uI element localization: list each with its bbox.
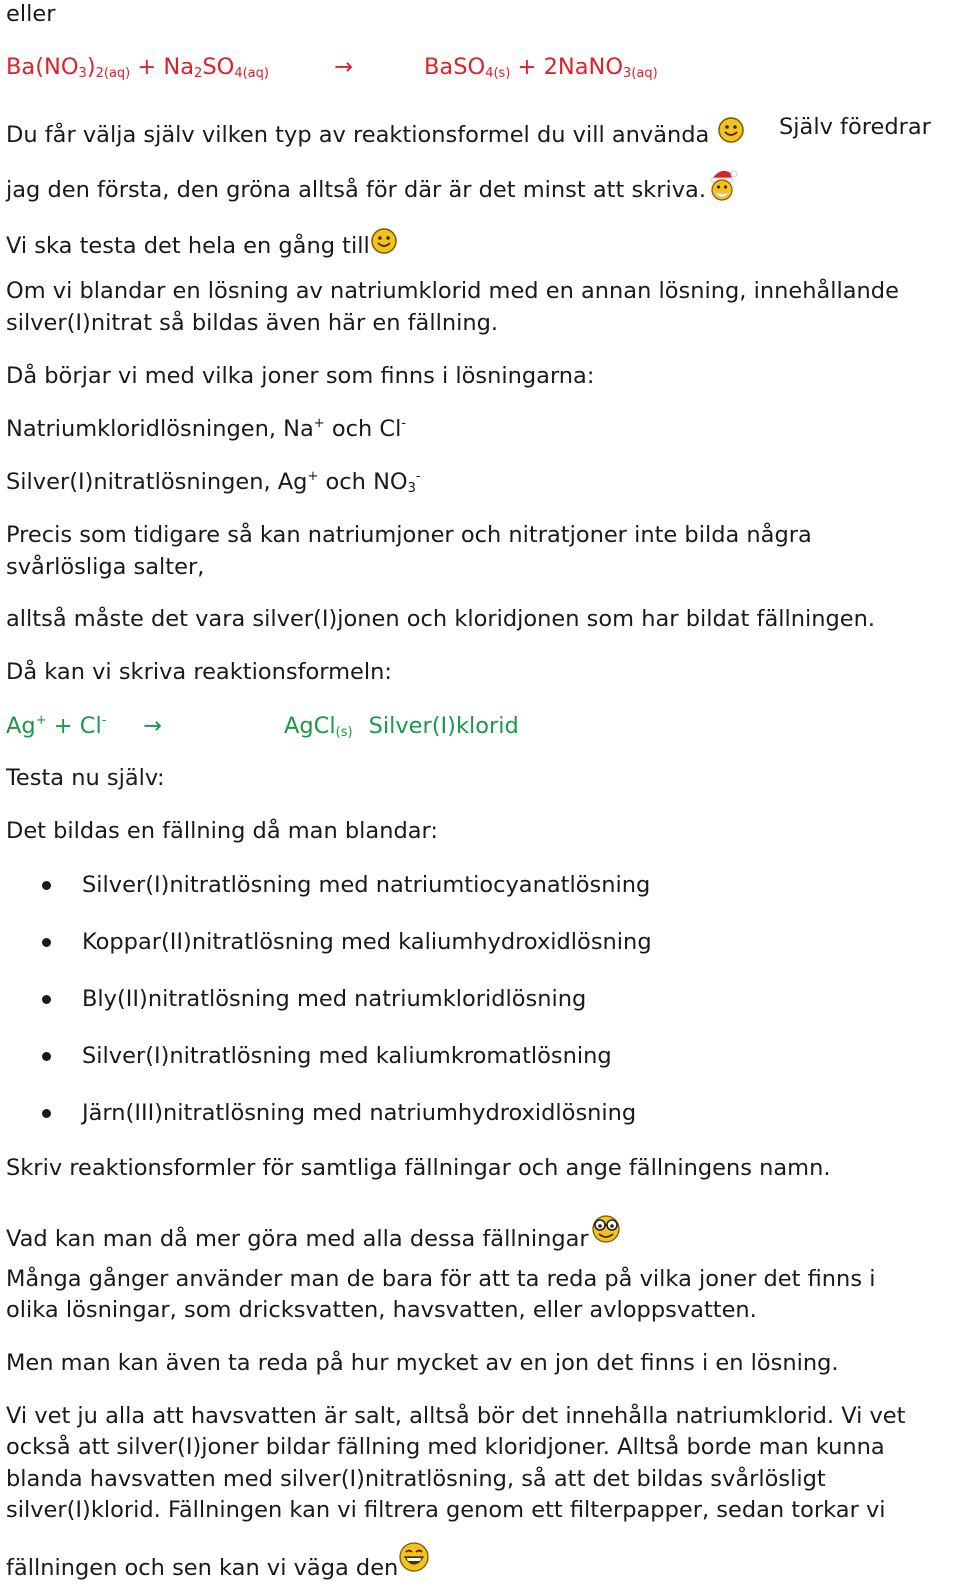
usage-line-2: olika lösningar, som dricksvatten, havsvatten, eller avloppsvatten. <box>6 1297 757 1323</box>
question <box>6 1214 623 1251</box>
eq-charge: + <box>35 713 47 728</box>
ion-charge: - <box>415 469 421 484</box>
santa-smiley-icon <box>706 165 738 203</box>
smiley-icon <box>370 227 398 255</box>
eq-sub: (s) <box>335 725 353 740</box>
try-yourself: Testa nu själv: <box>6 765 165 791</box>
ions-nacl <box>6 418 406 441</box>
equation-barium <box>6 56 269 79</box>
bullet-icon <box>42 1109 51 1118</box>
amount: Men man kan även ta reda på hur mycket av en jon det finns i en lösning. <box>6 1350 839 1376</box>
intro-word: eller <box>6 1 56 27</box>
eq-text: SO <box>202 54 235 80</box>
eq-sub: 4(aq) <box>234 66 269 81</box>
choice-line-1-end: Själv föredrar <box>779 114 931 140</box>
ion-text: Natriumkloridlösningen, Na <box>6 416 314 442</box>
eq-text: Ag <box>6 713 36 739</box>
task: Skriv reaktionsformler för samtliga fällningar och ange fällningens namn. <box>6 1155 831 1181</box>
sea-line-5 <box>6 1541 430 1580</box>
smiley-icon <box>717 116 745 144</box>
precip-intro: Det bildas en fällning då man blandar: <box>6 818 438 844</box>
choice-text: Du får välja själv vilken typ av reaktionsformel du vill använda <box>6 122 710 148</box>
eq-sub: 2(aq) <box>95 66 131 81</box>
ions-intro: Då börjar vi med vilka joner som finns i lösningarna: <box>6 363 595 389</box>
eq-product-name: Silver(I)klorid <box>368 713 519 739</box>
usage-line-1: Många gånger använder man de bara för att ta reda på vilka joner det finns i <box>6 1266 876 1292</box>
precise-line-2: svårlösliga salter, <box>6 554 205 580</box>
mix-line-2: silver(I)nitrat så bildas även här en fällning. <box>6 310 499 336</box>
eq-text: + Na <box>130 54 195 80</box>
precise-line-1: Precis som tidigare så kan natriumjoner och nitratjoner inte bilda några <box>6 522 812 548</box>
bullet-icon <box>42 881 51 890</box>
eq-sub: 4(s) <box>485 66 511 81</box>
list-item: Silver(I)nitratlösning med natriumtiocyanatlösning <box>82 872 651 898</box>
ion-text: och NO <box>318 469 408 495</box>
list-item: Koppar(II)nitratlösning med kaliumhydroxidlösning <box>82 929 652 955</box>
equation-silver <box>6 715 106 738</box>
eq-charge: - <box>101 713 107 728</box>
ion-text: och Cl <box>324 416 402 442</box>
question-text: Vad kan man då mer göra med alla dessa fällningar <box>6 1226 589 1252</box>
glasses-smiley-icon <box>589 1214 623 1244</box>
bullet-icon <box>42 938 51 947</box>
write-formula: Då kan vi skriva reaktionsformeln: <box>6 659 392 685</box>
list-item: Silver(I)nitratlösning med kaliumkromatlösning <box>82 1043 612 1069</box>
eq-text: + Cl <box>46 713 102 739</box>
eq-sub: 3 <box>78 66 87 81</box>
eq-text: BaSO <box>424 54 486 80</box>
eq-text: ) <box>86 54 96 80</box>
equation-silver-arrow: → <box>143 713 162 739</box>
sea-line-4: silver(I)klorid. Fällningen kan vi filtrera genom ett filterpapper, sedan torkar vi <box>6 1497 886 1523</box>
eq-text: + 2NaNO <box>510 54 624 80</box>
bullet-icon <box>42 1052 51 1061</box>
equation-barium-products <box>424 56 658 79</box>
sea-line-1: Vi vet ju alla att havsvatten är salt, alltså bör det innehålla natriumklorid. Vi vet <box>6 1403 906 1429</box>
list-item: Järn(III)nitratlösning med natriumhydroxidlösning <box>82 1100 637 1126</box>
bullet-icon <box>42 995 51 1004</box>
sea-text: fällningen och sen kan vi väga den <box>6 1555 399 1581</box>
equation-arrow: → <box>334 54 353 80</box>
mix-line-1: Om vi blandar en lösning av natriumklorid med en annan lösning, innehållande <box>6 278 899 304</box>
eq-sub: 3(aq) <box>623 66 658 81</box>
choice-line-1 <box>6 116 745 147</box>
ion-text: Silver(I)nitratlösningen, Ag <box>6 469 308 495</box>
ion-charge: + <box>307 469 319 484</box>
laughing-smiley-icon <box>398 1541 430 1573</box>
test-again-text: Vi ska testa det hela en gång till <box>6 233 370 259</box>
eq-sub: 2 <box>194 66 203 81</box>
list-item: Bly(II)nitratlösning med natriumkloridlösning <box>82 986 587 1012</box>
eq-text: Ba(NO <box>6 54 79 80</box>
sea-line-3: blanda havsvatten med silver(I)nitratlösning, så att det bildas svårlösligt <box>6 1466 826 1492</box>
eq-text: AgCl <box>284 713 336 739</box>
ion-sub: 3 <box>407 481 416 496</box>
equation-silver-product <box>284 715 519 738</box>
test-again <box>6 227 398 258</box>
ion-charge: - <box>401 416 407 431</box>
ion-charge: + <box>313 416 325 431</box>
therefore: alltså måste det vara silver(I)jonen och kloridjonen som har bildat fällningen. <box>6 606 876 632</box>
choice-line-2 <box>6 165 738 203</box>
ions-agno3 <box>6 471 421 494</box>
choice-text: jag den första, den gröna alltså för där är det minst att skriva. <box>6 177 706 203</box>
sea-line-2: också att silver(I)joner bildar fällning med kloridjoner. Alltså borde man kunna <box>6 1434 885 1460</box>
